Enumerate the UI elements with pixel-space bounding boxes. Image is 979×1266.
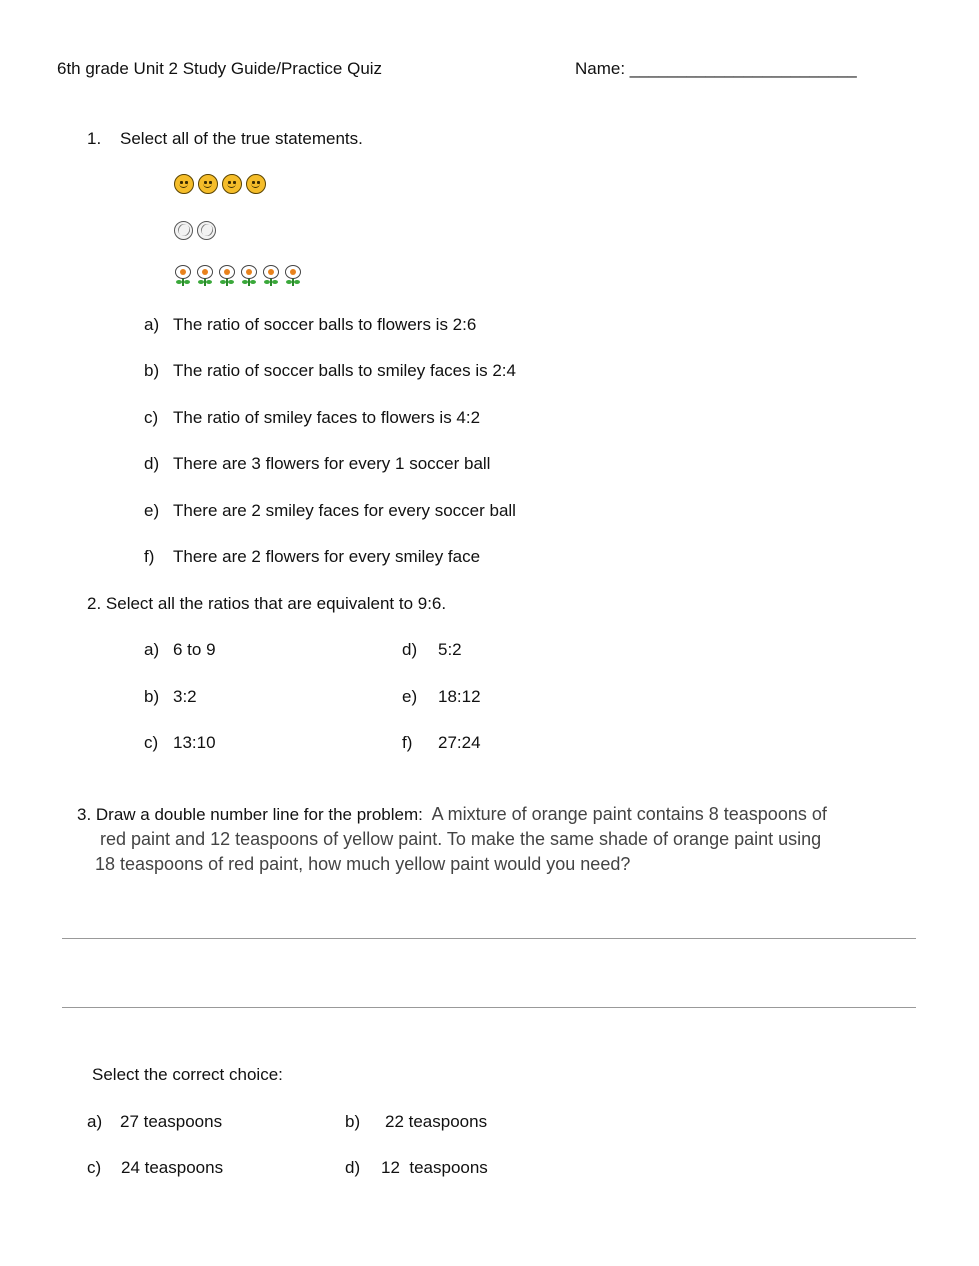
q2-option-e-letter[interactable]: e) — [402, 687, 418, 706]
q3-option-c-text[interactable]: 24 teaspoons — [121, 1158, 224, 1177]
q3-option-a-letter[interactable]: a) — [87, 1112, 103, 1131]
q1-option-a-text[interactable]: The ratio of soccer balls to flowers is 2:6 — [173, 315, 477, 334]
smiley-row — [174, 174, 270, 194]
q1-option-d-letter[interactable]: d) — [144, 454, 160, 473]
q3-option-b-letter[interactable]: b) — [345, 1112, 361, 1131]
q2-option-c-letter[interactable]: c) — [144, 733, 159, 752]
smiley-face-icon — [222, 174, 242, 194]
q1-option-a-letter[interactable]: a) — [144, 315, 160, 334]
smiley-face-icon — [246, 174, 266, 194]
q1-option-b-text[interactable]: The ratio of soccer balls to smiley faces is 2:4 — [173, 361, 516, 380]
flower-icon — [196, 265, 214, 287]
q1-number: 1. — [87, 129, 102, 148]
q3-problem-line-3: 18 teaspoons of red paint, how much yellow paint would you need? — [95, 854, 631, 874]
flower-icon — [218, 265, 236, 287]
q2-option-d-letter[interactable]: d) — [402, 640, 418, 659]
q2-option-d-text[interactable]: 5:2 — [438, 640, 462, 659]
q1-option-b-letter[interactable]: b) — [144, 361, 160, 380]
q3-problem-line-1 — [77, 804, 827, 825]
q3-text-1: A mixture of orange paint contains 8 teaspoons of — [431, 804, 827, 824]
q1-option-c-letter[interactable]: c) — [144, 408, 159, 427]
flower-icon — [262, 265, 280, 287]
q1-prompt: Select all of the true statements. — [120, 129, 363, 148]
q3-option-b-text[interactable]: 22 teaspoons — [385, 1112, 488, 1131]
q3-problem-line-2: red paint and 12 teaspoons of yellow paint. To make the same shade of orange paint using — [100, 829, 822, 849]
q1-option-d-text[interactable]: There are 3 flowers for every 1 soccer ball — [173, 454, 491, 473]
flower-icon — [284, 265, 302, 287]
soccer-ball-icon — [174, 221, 193, 240]
q2-option-f-text[interactable]: 27:24 — [438, 733, 481, 752]
page-title: 6th grade Unit 2 Study Guide/Practice Quiz — [57, 59, 383, 78]
q3-option-c-letter[interactable]: c) — [87, 1158, 102, 1177]
q1-option-c-text[interactable]: The ratio of smiley faces to flowers is 4:2 — [173, 408, 481, 427]
flower-icon — [240, 265, 258, 287]
flower-icon — [174, 265, 192, 287]
q3-option-d-letter[interactable]: d) — [345, 1158, 361, 1177]
q1-option-e-letter[interactable]: e) — [144, 501, 160, 520]
q3-option-a-text[interactable]: 27 teaspoons — [120, 1112, 223, 1131]
soccer-ball-icon — [197, 221, 216, 240]
q2-option-e-text[interactable]: 18:12 — [438, 687, 481, 706]
q1-option-e-text[interactable]: There are 2 smiley faces for every soccer ball — [173, 501, 516, 520]
q2-option-c-text[interactable]: 13:10 — [173, 733, 216, 752]
q2-option-f-letter[interactable]: f) — [402, 733, 413, 752]
answer-line-2[interactable] — [62, 1007, 916, 1008]
flower-row — [174, 265, 306, 287]
q1-option-f-letter[interactable]: f) — [144, 547, 155, 566]
smiley-face-icon — [174, 174, 194, 194]
q3-option-d-text[interactable]: 12 teaspoons — [381, 1158, 488, 1177]
q1-option-f-text[interactable]: There are 2 flowers for every smiley face — [173, 547, 481, 566]
q2-option-b-text[interactable]: 3:2 — [173, 687, 197, 706]
smiley-face-icon — [198, 174, 218, 194]
soccer-ball-row — [174, 221, 220, 240]
q3-choice-prompt: Select the correct choice: — [92, 1065, 283, 1084]
q2-prompt: 2. Select all the ratios that are equivalent to 9:6. — [87, 594, 447, 613]
q2-option-a-letter[interactable]: a) — [144, 640, 160, 659]
name-field-label[interactable]: Name: ________________________ — [575, 59, 857, 78]
q3-lead: 3. Draw a double number line for the problem: — [77, 805, 423, 824]
q2-option-b-letter[interactable]: b) — [144, 687, 160, 706]
answer-line-1[interactable] — [62, 938, 916, 939]
q2-option-a-text[interactable]: 6 to 9 — [173, 640, 216, 659]
